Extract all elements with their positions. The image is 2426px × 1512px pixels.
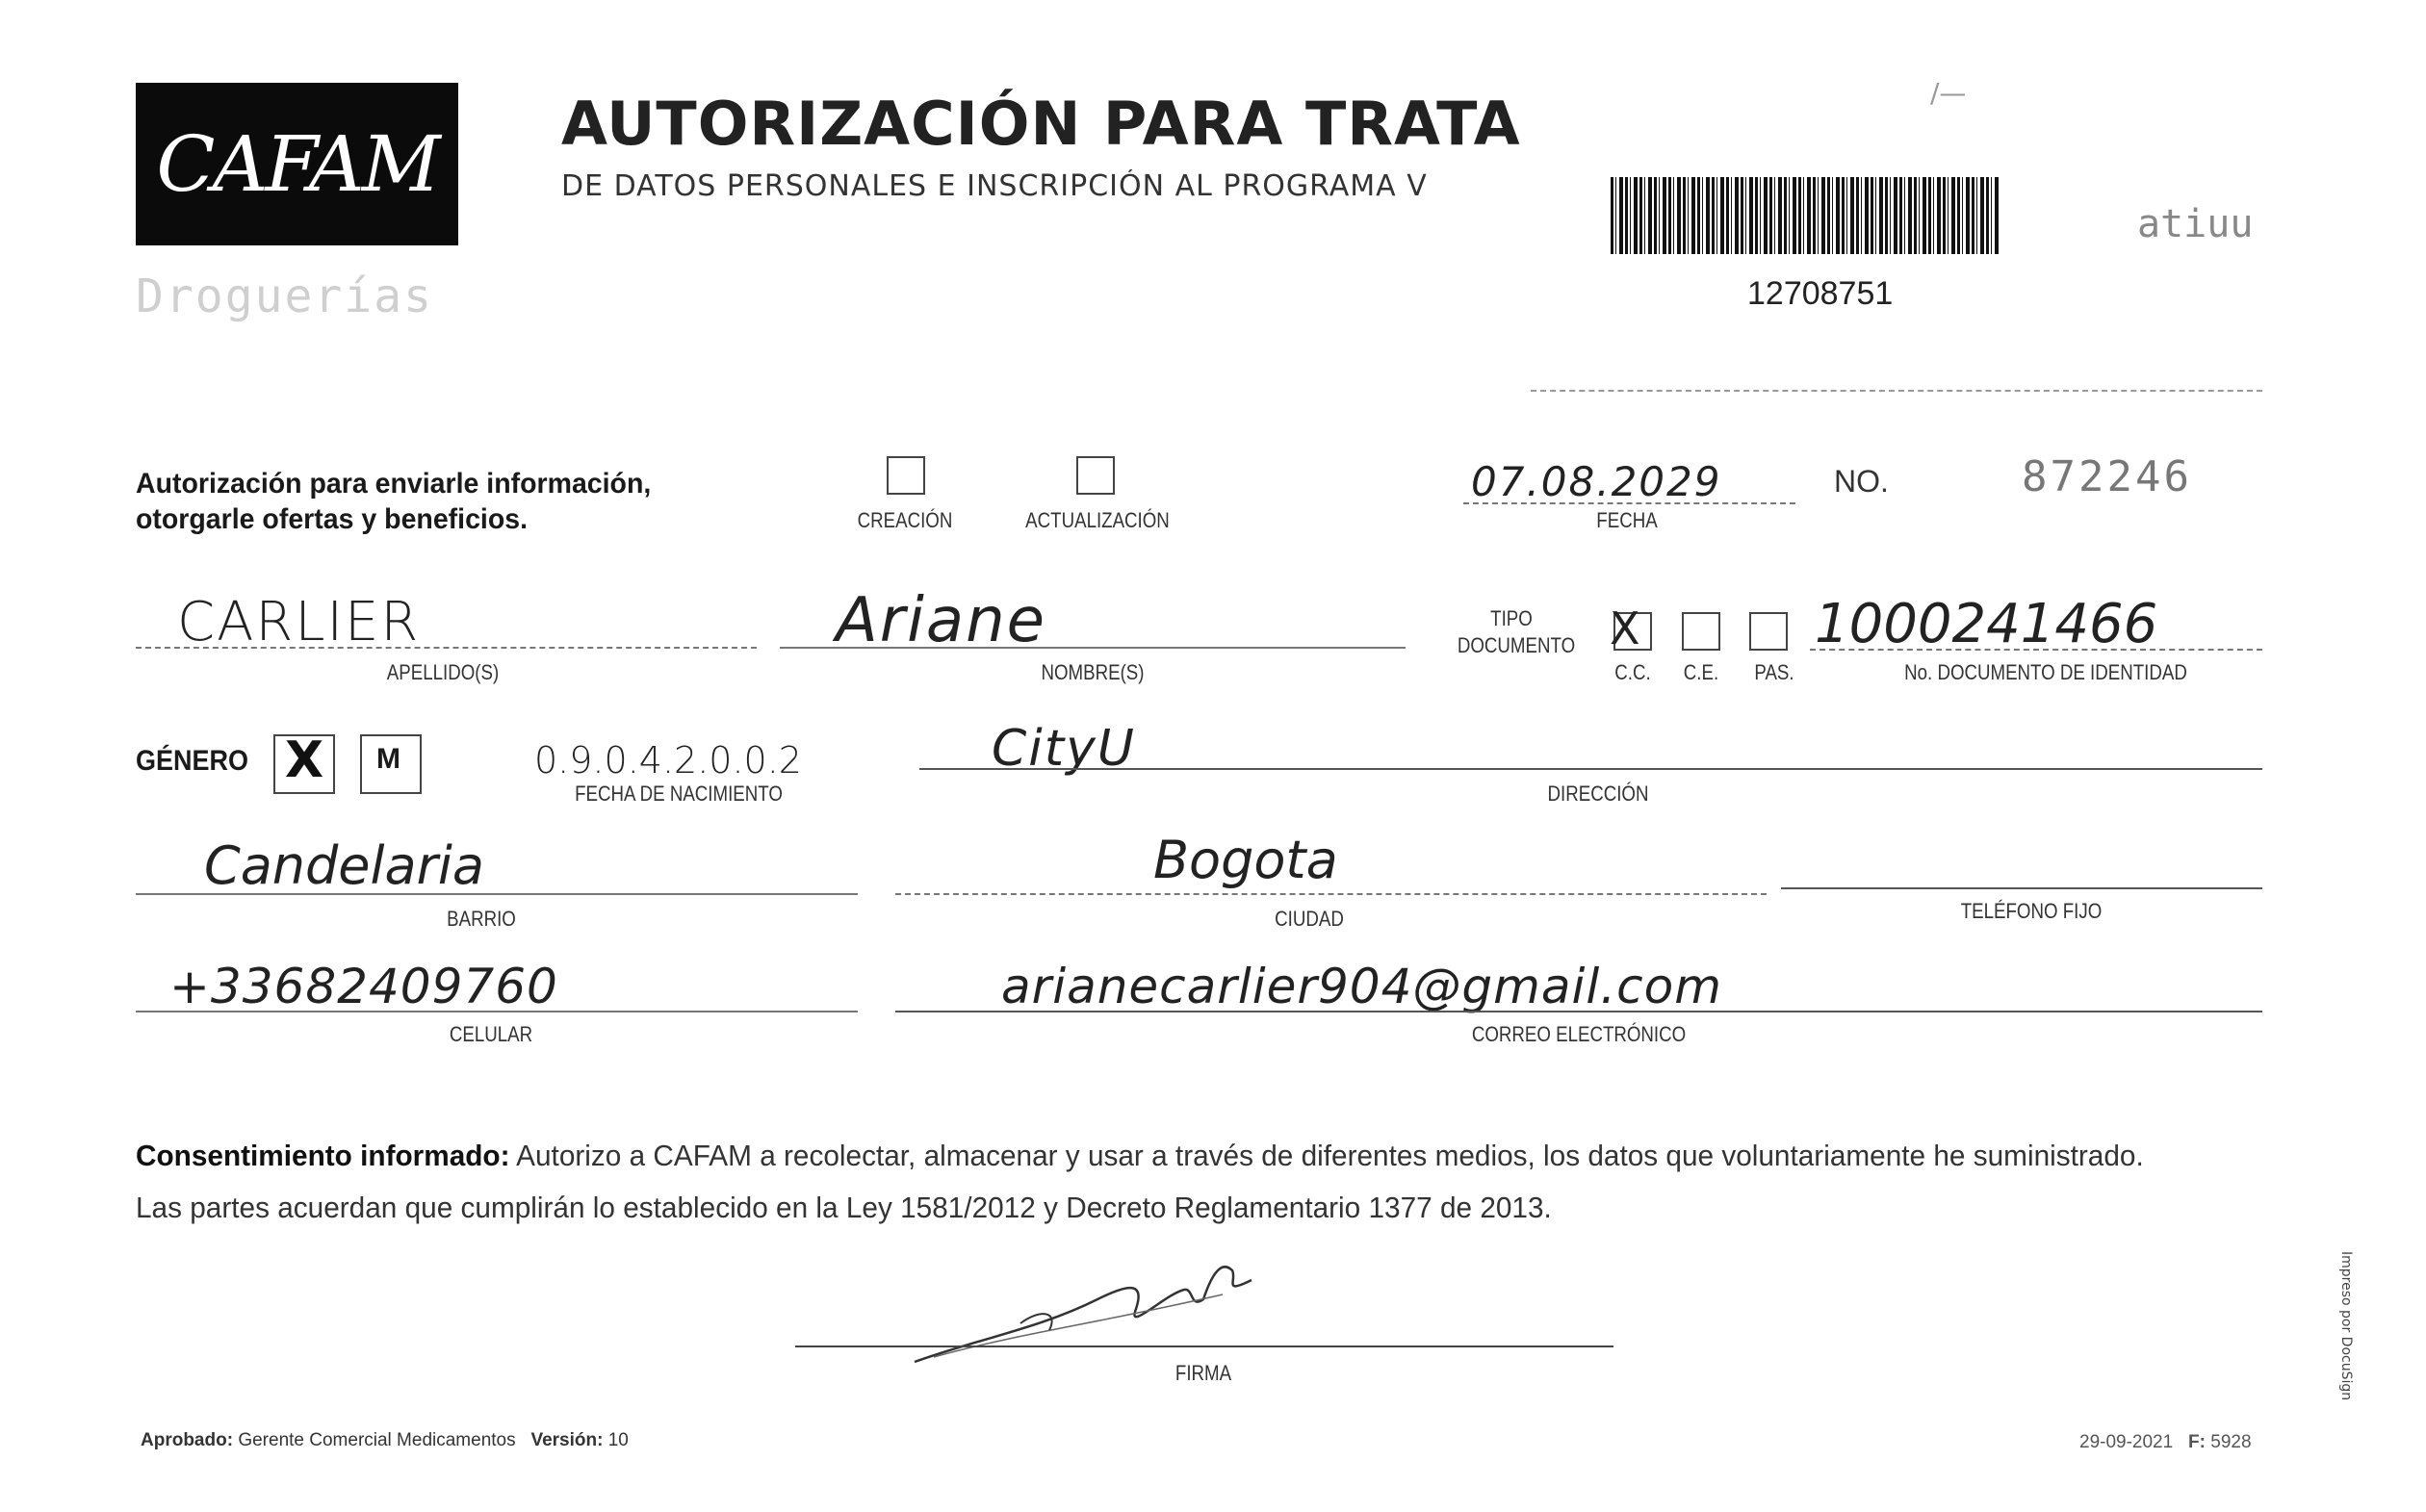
right-faint-text: atiuu: [2137, 202, 2254, 246]
consent-text-1: Autorizo a CAFAM a recolectar, almacenar y usar a través de diferentes medios, los datos que voluntariamente he suministrado.: [509, 1139, 2144, 1172]
f-label: F:: [2188, 1432, 2206, 1452]
actualizacion-label: ACTUALIZACIÓN: [1025, 508, 1170, 532]
footer-date: 29-09-2021: [2079, 1432, 2174, 1452]
genero-f-mark: X: [285, 731, 324, 789]
firma-line: [795, 1345, 1613, 1347]
direccion-line: [919, 768, 2262, 770]
tipo-label-1: TIPO: [1490, 606, 1533, 630]
genero-label: GÉNERO: [136, 745, 249, 777]
creacion-checkbox[interactable]: [887, 456, 925, 495]
correo-line: [895, 1011, 2262, 1012]
logo-subtext: Droguerías: [136, 269, 433, 323]
version-label: Versión:: [530, 1430, 604, 1450]
documento-value: 1000241466: [1815, 593, 2158, 655]
top-right-mark: /—: [1930, 77, 1967, 109]
celular-label: CELULAR: [449, 1022, 533, 1046]
consent-paragraph: [136, 1130, 2261, 1234]
header-separator: [1531, 390, 2262, 392]
signature-mark: [905, 1242, 1290, 1376]
telefono-line: [1781, 887, 2262, 889]
fecha-value: 07.08.2029: [1471, 458, 1722, 505]
actualizacion-checkbox[interactable]: [1076, 456, 1115, 495]
intro-line-2: otorgarle ofertas y beneficios.: [136, 503, 529, 535]
footer-aprobado: [141, 1430, 629, 1451]
celular-value: +33682409760: [169, 959, 558, 1014]
barrio-value: Candelaria: [204, 835, 484, 896]
no-value: 872246: [2022, 452, 2192, 501]
barcode: [1611, 177, 2000, 254]
fecha-label: FECHA: [1596, 508, 1658, 532]
form-subtitle: DE DATOS PERSONALES E INSCRIPCIÓN AL PROGRAMA V: [561, 169, 1428, 203]
telefono-label: TELÉFONO FIJO: [1960, 899, 2103, 923]
vertical-side-text: Impreso por DocuSign: [2338, 1251, 2354, 1401]
apellido-line: [136, 647, 757, 649]
ciudad-line: [895, 893, 1767, 895]
apellido-label: APELLIDO(S): [386, 660, 500, 684]
creacion-label: CREACIÓN: [857, 508, 953, 532]
apellido-value: CARLIER: [177, 591, 421, 653]
version-value: 10: [607, 1430, 629, 1450]
cc-mark: X: [1610, 602, 1640, 654]
direccion-value: CityU: [992, 720, 1136, 778]
fecha-line: [1463, 502, 1795, 504]
aprobado-value: Gerente Comercial Medicamentos: [238, 1430, 516, 1450]
correo-value: arianecarlier904@gmail.com: [1001, 959, 1722, 1014]
nacimiento-value: 0.9.0.4.2.0.0.2: [534, 739, 802, 782]
documento-label: No. DOCUMENTO DE IDENTIDAD: [1904, 660, 2187, 684]
no-label: NO.: [1834, 464, 1889, 499]
cc-label: C.C.: [1614, 660, 1651, 684]
consent-text-2: Las partes acuerdan que cumplirán lo establecido en la Ley 1581/2012 y Decreto Reglamentario 1377 de 2013.: [136, 1191, 1552, 1224]
nombre-line: [780, 647, 1406, 649]
nacimiento-label: FECHA DE NACIMIENTO: [575, 782, 783, 806]
barcode-number: 12708751: [1747, 275, 1894, 312]
pas-label: PAS.: [1754, 660, 1794, 684]
nombre-value: Ariane: [836, 585, 1047, 656]
firma-label: FIRMA: [1174, 1361, 1232, 1385]
documento-line: [1810, 649, 2262, 651]
f-value: 5928: [2210, 1432, 2252, 1452]
consent-heading: Consentimiento informado:: [136, 1139, 510, 1172]
intro-line-1: Autorización para enviarle información,: [136, 468, 652, 500]
ciudad-value: Bogota: [1153, 830, 1338, 890]
direccion-label: DIRECCIÓN: [1547, 782, 1649, 806]
tipo-label-2: DOCUMENTO: [1457, 633, 1576, 657]
celular-line: [136, 1011, 858, 1012]
ciudad-label: CIUDAD: [1275, 907, 1344, 931]
form-title: AUTORIZACIÓN PARA TRATA: [561, 89, 1521, 159]
nombre-label: NOMBRE(S): [1041, 660, 1145, 684]
barrio-line: [136, 893, 858, 895]
pas-checkbox[interactable]: [1749, 612, 1788, 651]
genero-m-label: M: [376, 743, 400, 775]
footer-right: [2079, 1432, 2252, 1453]
ce-label: C.E.: [1683, 660, 1719, 684]
ce-checkbox[interactable]: [1682, 612, 1720, 651]
cafam-logo: [136, 83, 458, 245]
barrio-label: BARRIO: [447, 907, 516, 931]
aprobado-label: Aprobado:: [141, 1430, 234, 1450]
correo-label: CORREO ELECTRÓNICO: [1471, 1022, 1687, 1046]
logo-text: CAFAM: [156, 119, 438, 209]
